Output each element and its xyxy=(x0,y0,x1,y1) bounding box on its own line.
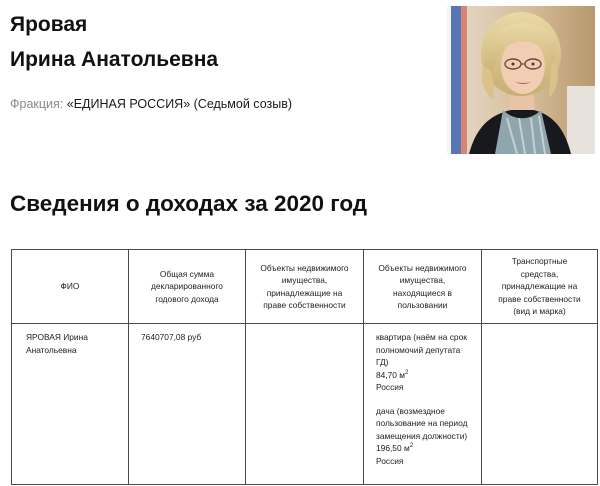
used-property-country: Россия xyxy=(376,455,404,466)
area-unit-power: 2 xyxy=(405,369,409,376)
faction-value: «ЕДИНАЯ РОССИЯ» (Седьмой созыв) xyxy=(66,97,293,111)
cell-fio: ЯРОВАЯ Ирина Анатольевна xyxy=(12,324,129,485)
portrait-photo xyxy=(447,6,595,154)
used-property-area: 196,50 $м^2$ xyxy=(376,443,414,453)
header-fio: ФИО xyxy=(12,250,129,324)
used-property-item xyxy=(376,331,471,394)
cell-used-property xyxy=(364,324,482,485)
used-property-country: Россия xyxy=(376,382,404,392)
cell-vehicles xyxy=(482,324,598,485)
header-vehicles: Транспортные средства, принадлежащие на праве собственности (вид и марка) xyxy=(482,250,598,324)
portrait-illustration xyxy=(447,6,595,154)
person-last-name: Яровая xyxy=(10,13,88,36)
person-first-middle-name: Ирина Анатольевна xyxy=(10,48,219,71)
section-title: Сведения о доходах за 2020 год xyxy=(10,191,368,216)
table-row xyxy=(12,324,598,485)
income-table xyxy=(11,249,598,485)
cell-owned-property xyxy=(246,324,364,485)
used-property-type: квартира (наём на срок полномочий депутата ГД) xyxy=(376,332,467,367)
header-income: Общая сумма декларированного годового дохода xyxy=(129,250,246,324)
used-property-type: дача (возмездное пользование на период замещения должности) xyxy=(376,405,468,441)
area-unit-power: 2 xyxy=(409,443,414,450)
header-used-property: Объекты недвижимого имущества, находящиеся в пользовании xyxy=(364,250,482,324)
used-property-item xyxy=(376,405,471,468)
faction-label: Фракция: xyxy=(10,97,64,111)
header-owned-property: Объекты недвижимого имущества, принадлежащие на праве собственности xyxy=(246,250,364,324)
used-property-area: 84,70 $м^2$ xyxy=(376,369,409,380)
cell-income: 7640707,08 руб xyxy=(129,324,246,485)
faction-line xyxy=(10,96,292,112)
table-header-row xyxy=(12,250,598,324)
